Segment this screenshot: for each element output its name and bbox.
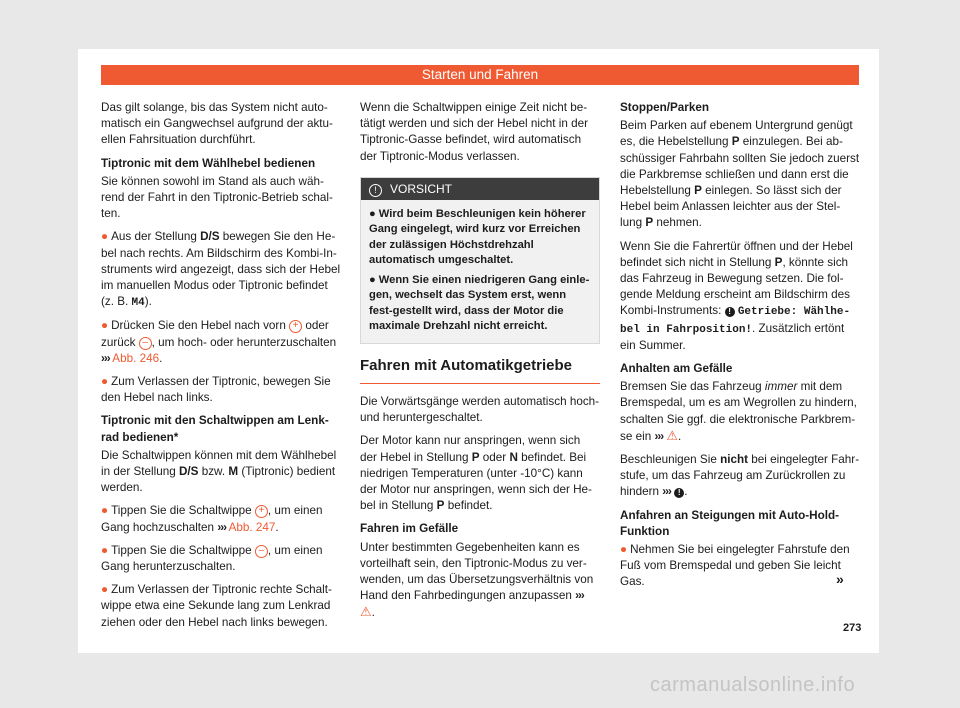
paragraph: Beim Parken auf ebenem Untergrund genügt es, die Hebelstellung P einzulegen. Bei ab-schüssiger Fahrbahn sollten Sie jedoch zuerst die Parkbremse schließen und dann erst die Hebelstellung P einlegen. So lässt sich der Hebel beim Anlassen leichter aus der Stel-lung P nehmen. (620, 119, 860, 230)
caution-header (361, 178, 599, 200)
minus-button-icon: – (139, 337, 152, 350)
paragraph: Wenn Sie die Fahrertür öffnen und der Hebel befindet sich nicht in Stellung P, könnte sich das Fahrzeug in Bewegung setzen. Die fol-gende Meldung erscheint am Bildschirm des Kombi-Instruments: ! Getriebe: Wählhe-bel in Fahrposition!. Zusätzlich ertönt ein Summer. (620, 239, 853, 352)
bullet-icon: ● (369, 207, 376, 220)
column-3 (620, 100, 860, 598)
section-title: Fahren mit Automatikgetriebe (360, 358, 600, 384)
paragraph: Die Schaltwippen können mit dem Wählhebel in der Stellung D/S bzw. M (Tiptronic) bedient werden. (101, 448, 337, 495)
minus-paddle-icon: – (255, 545, 268, 558)
plus-button-icon: + (289, 320, 302, 333)
bullet-item: ● Drücken Sie den Hebel nach vorn + oder zurück – , um hoch- oder herunterzuschalten ››› Abb. 246. (101, 319, 337, 365)
figure-reference-link[interactable]: Abb. 247 (228, 520, 276, 534)
bullet-icon: ● (101, 375, 109, 389)
subheading: Tiptronic mit den Schaltwippen am Lenk-rad bedienen* (101, 414, 329, 444)
paragraph: Das gilt solange, bis das System nicht auto-matisch ein Gangwechsel aufgrund der aktu-ellen Fahrsituation durchführt. (101, 101, 333, 147)
subheading: Anhalten am Gefälle (620, 362, 733, 376)
page-number: 273 (843, 622, 862, 634)
notice-icon[interactable]: ! (674, 488, 684, 498)
column-2 (360, 100, 600, 629)
subheading: Fahren im Gefälle (360, 522, 459, 536)
watermark: carmanualsonline.info (650, 674, 856, 696)
bullet-icon: ● (620, 543, 628, 557)
reference-arrow: ››› (662, 485, 671, 499)
reference-arrow: ››› (217, 520, 226, 534)
caution-item: ● Wird beim Beschleunigen kein höherer Gang eingelegt, wird kurz vor Erreichen der zulässigen Höchstdrehzahl automatisch umgeschaltet. (369, 207, 586, 267)
warning-icon[interactable]: ⚠ (360, 604, 372, 620)
caution-title: VORSICHT (390, 181, 453, 196)
bullet-icon: ● (101, 319, 109, 333)
subheading: Anfahren an Steigungen mit Auto-Hold-Funktion (620, 508, 840, 538)
caution-box (360, 177, 600, 344)
caution-item: ● Wenn Sie einen niedrigeren Gang einle-gen, wechselt das System erst, wenn fest-gestellt wird, dass der Motor die maximale Drehzahl nicht erreicht. (369, 273, 590, 333)
reference-arrow: ››› (575, 589, 584, 603)
bullet-item: ● Aus der Stellung D/S bewegen Sie den He-bel nach rechts. Am Bildschirm des Kombi-In-struments wird angezeigt, dass sich der Hebel im manuellen Modus oder Tiptronic befindet (z. B. M4). (101, 230, 341, 310)
chapter-header: Starten und Fahren (101, 65, 859, 85)
bullet-item: ● Zum Verlassen der Tiptronic, bewegen Sie den Hebel nach links. (101, 375, 331, 405)
paragraph: Sie können sowohl im Stand als auch wäh-rend der Fahrt in den Tiptronic-Betrieb schal-ten. (101, 174, 333, 221)
info-icon: ! (725, 307, 735, 317)
paragraph: Wenn die Schaltwippen einige Zeit nicht be-tätigt werden und sich der Hebel nicht in der Tiptronic-Gasse befindet, wird automatisch der Tiptronic-Modus verlassen. (360, 101, 589, 163)
paragraph: Beschleunigen Sie nicht bei eingelegter Fahr-stufe, um das Fahrzeug am Zurückrollen zu hindern ››› ! . (620, 453, 860, 499)
bullet-item: ● Tippen Sie die Schaltwippe – , um einen Gang herunterzuschalten. (101, 543, 323, 574)
plus-paddle-icon: + (255, 505, 268, 518)
reference-arrow: ››› (654, 429, 664, 443)
paragraph: Die Vorwärtsgänge werden automatisch hoch- und heruntergeschaltet. (360, 395, 600, 425)
paragraph: Unter bestimmten Gegebenheiten kann es vorteilhaft sein, den Tiptronic-Modus zu ver-wenden, um das Übersetzungsverhältnis von Hand den Fahrbedingungen anzupassen ››› ⚠. (360, 540, 594, 620)
warning-icon[interactable]: ⚠ (666, 427, 679, 443)
paragraph: Bremsen Sie das Fahrzeug immer mit dem Bremspedal, um es am Wegrollen zu hindern, schalten Sie ggf. die elektronische Parkbrem-se ein ››› ⚠. (620, 380, 857, 443)
paragraph: Der Motor kann nur anspringen, wenn sich der Hebel in Stellung P oder N befindet. Bei niedrigen Temperaturen (unter -10°C) kann der Motor nur anspringen, wenn sich der He-bel in Stellung P befindet. (360, 434, 592, 513)
caution-icon: ! (369, 184, 382, 197)
display-message: Getriebe: Wählhe-bel in Fahrposition! (620, 306, 851, 336)
reference-arrow: ››› (101, 351, 110, 365)
caution-body (361, 200, 599, 343)
bullet-item: ● Zum Verlassen der Tiptronic rechte Schalt-wippe etwa eine Sekunde lang zum Lenkrad ziehen oder den Hebel nach links bewegen. (101, 583, 332, 629)
bullet-item: ● Tippen Sie die Schaltwippe + , um einen Gang hochzuschalten ››› Abb. 247. (101, 504, 323, 534)
continued-marker: » (836, 571, 844, 587)
bullet-icon: ● (101, 504, 109, 518)
column-1 (101, 100, 341, 638)
bullet-icon: ● (369, 273, 376, 286)
subheading: Tiptronic mit dem Wählhebel bedienen (101, 156, 316, 170)
bullet-icon: ● (101, 230, 109, 244)
bullet-icon: ● (101, 543, 109, 557)
subheading: Stoppen/Parken (620, 101, 709, 114)
figure-reference-link[interactable]: Abb. 246 (112, 351, 160, 365)
bullet-item: ● Nehmen Sie bei eingelegter Fahrstufe den Fuß vom Bremspedal und geben Sie leicht Gas. (620, 543, 850, 589)
bullet-icon: ● (101, 583, 109, 597)
